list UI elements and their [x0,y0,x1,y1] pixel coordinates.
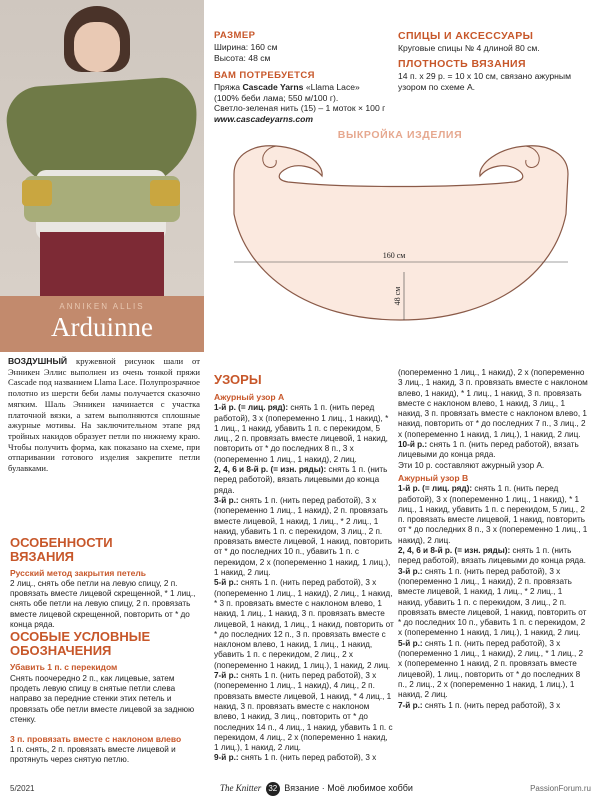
size-height: Высота: 48 см [214,52,271,63]
row-label: 5-й р.: [398,638,423,648]
symbols-sub2: 3 п. провязать вместе с наклоном влево [10,734,182,744]
materials-label: ВАМ ПОТРЕБУЕТСЯ [214,70,315,81]
pattern-row [214,753,394,763]
row-instructions: снять 1 п. (нить перед работой), 3 х (попеременно 1 лиц., 1 накид), * 1 лиц., 1 накид, убавить 1 п. с перекидом, 5 лиц., 2 п. провязать вместе лицевой, 1 накид, повторить от * до последних 8 п., 3 х (попеременно 1 лиц., 1 накид), 2 лиц. [214,403,389,464]
pattern-heading: Ажурный узор А [214,392,285,402]
pattern-row [398,461,588,471]
symbols-title-line1: ОСОБЫЕ УСЛОВНЫЕ [10,629,151,644]
designer-name: ANNIKEN ALLIS [59,302,145,311]
row-instructions: снять 1 п. (нить перед работой), 3 х (попеременно 1 лиц., 1 накид), 2 п. провязать вместе лицевой, 1 накид, 1 лиц., * 2 лиц., 1 накид, убавить 1 п. с перекидом, 3 лиц., 2 п. провязать вместе лицевой, 1 накид, повторить от * до последних 10 п., убавить 1 п. с перекидом, 2 х (попеременно 1 накид, 1 лиц.), 1 накид, 2 лиц. [214,495,393,578]
pattern-row [214,465,394,496]
symbols-text1: Снять поочередно 2 п., как лицевые, затем продеть левую спицу в снятые петли слева направо за передние стенки этих петель и провязать обе петли вместе лицевой за заднюю стенку. [10,674,195,724]
pattern-row [398,440,588,461]
patterns-column-1 [214,390,394,764]
row-instructions: снять 1 п. (нить перед работой), 3 х (попеременно 1 лиц., 1 накид), 2 п. провязать вместе лицевой, 1 накид, 1 лиц., * 2 лиц., 1 накид, убавить 1 п. с перекидом, 3 лиц., 2 п. провязать вместе лицевой, 1 накид, повторить от * до последних 10 п., убавить 1 п. с перекидом, 2 х (попеременно 1 накид, 1 лиц.), 1 накид, 2 лиц. [398,566,587,638]
row-label: 3-й р.: [214,495,239,505]
source-watermark: PassionForum.ru [530,784,591,793]
row-label: 10-й р.: [398,440,428,450]
intro-lead: ВОЗДУШНЫЙ [8,356,68,366]
diagram-title: ВЫКРОЙКА ИЗДЕЛИЯ [337,129,463,141]
pattern-row [214,496,394,578]
row-label: 2, 4, 6 и 8-й р. (= изн. ряды): [398,546,511,556]
features-title-line1: ОСОБЕННОСТИ [10,535,113,550]
size-info [214,42,278,63]
face-shape [74,22,120,72]
features-text: 2 лиц., снять обе петли на левую спицу, 2 п. провязать вместе лицевой скрещенной, * 1 лиц., снять обе петли на левую спицу, 2 п. провязать вместе лицевой скрещенной, повторить от * до конца ряда. [10,579,196,629]
issue-number: 5/2021 [10,784,35,793]
materials-brand: Cascade Yarns [242,82,304,92]
pattern-row [214,578,394,671]
pattern-row [398,484,588,546]
symbols-title-line2: ОБОЗНАЧЕНИЯ [10,643,112,658]
row-instructions: снять 1 п. (нить перед работой), 3 х (попеременно 1 лиц., 1 накид), 4 лиц., 2 п. провязать вместе лицевой, 1 накид, * 4 лиц., 1 накид, 3 п. провязать вместе с наклоном влево, 1 накид, 3 лиц., повторить от * до последних 14 п., 4 лиц., 1 накид, убавить 1 п. с перекидом, 4 лиц., 2 х (попеременно 1 накид, 1 лиц.), 1 накид, 2 лиц. [214,671,393,753]
gauge-text: 14 п. х 29 р. = 10 х 10 см, связано ажурным узором по схеме А. [398,71,572,92]
pattern-row [398,701,588,711]
model-photo [0,0,204,296]
size-width: Ширина: 160 см [214,42,278,52]
row-instructions: снять 1 п. (нить перед работой), 3 х [238,753,377,763]
skirt-shape [40,232,164,296]
row-label: 1-й р. (= лиц. ряд): [398,484,473,494]
features-title [10,536,113,564]
magazine-name: The Knitter [220,783,262,793]
row-label: 7-й р.: [214,671,239,681]
row-instructions: снять 1 п. (нить перед работой), 3 х [422,700,561,710]
row-label: 1-й р. (= лиц. ряд): [214,403,289,413]
pattern-row [214,671,394,753]
size-label: РАЗМЕР [214,30,256,41]
pattern-row [398,567,588,639]
page-number: 32 [266,782,280,796]
gauge-label: ПЛОТНОСТЬ ВЯЗАНИЯ [398,58,526,70]
row-instructions: снять 1 п. (нить перед работой), вязать лицевыми до конца ряда. [398,546,586,566]
height-label: 48 см [393,286,402,306]
pattern-row [398,546,588,567]
row-label: 3-й р.: [398,566,423,576]
row-instructions: снять 1 п. (нить перед работой), вязать лицевыми до конца ряда. [398,440,579,460]
features-subtitle: Русский метод закрытия петель [10,568,147,578]
pattern-heading: Ажурный узор В [398,472,469,483]
materials-line2: (100% беби лама; 550 м/100 г). [214,92,339,103]
row-instructions: снять 1 п. (нить перед работой), 3 х (попеременно 1 лиц., 1 накид), * 1 лиц., 1 накид, убавить 1 п. с перекидом, 5 лиц., 2 п. провязать вместе лицевой, 1 накид, повторить от * до последних 8 п., 3 х (попеременно 1 лиц., 1 накид), 2 лиц. [398,484,588,545]
symbols-text2: 1 п. снять, 2 п. провязать вместе лицевой и протянуть через снятую петлю. [10,745,176,765]
materials-line1-pre: Пряжа [214,82,243,92]
right-cuff [150,180,180,206]
website-link-1[interactable]: www.cascadeyarns.com [214,113,314,124]
symbols-title [10,630,150,658]
row-instructions: (попеременно 1 лиц., 1 накид), 2 х (попеременно 3 лиц., 1 накид, 3 п. провязать вместе с наклоном влево, 1 накид), * 1 лиц., 1 накид, 3 п. провязать вместе с наклоном влево, 1 накид, 3 лиц., 1 накид, 3 п. провязать вместе с наклоном влево, 1 накид, повторить от * до последних 7 п., 3 лиц., 2 х (попеременно 1 накид, 1 лиц.), 1 накид, 2 лиц. [398,368,588,439]
pattern-title: Arduinne [51,312,153,342]
features-title-line2: ВЯЗАНИЯ [10,549,75,564]
needles-label: СПИЦЫ И АКСЕССУАРЫ [398,30,534,42]
intro-text: кружевной рисунок шали от Энникен Эллис выполнен из очень тонкой пряжи Cascade под названием Llama Lace. Полупрозрачное полотно из шерсти беби ламы получается сказочно мягким. Шаль Энникен начинается с участка платочной вязки, а затем выполняются сплошные ажурные мотивы. На заключительном этапе ряд тройных накидов образует петли по нижнему краю. Чтобы получить форма, как показано на схеме, при отпаривании готового изделия закрепите петли булавками. [8,356,200,474]
row-label: 2, 4, 6 и 8-й р. (= изн. ряды): [214,465,327,475]
patterns-column-2 [398,368,588,711]
row-instructions: Эти 10 р. составляют ажурный узор А. [398,460,545,470]
row-label: 7-й р.: [398,700,423,710]
patterns-title: УЗОРЫ [214,372,262,387]
row-label: 9-й р.: [214,753,239,763]
title-band [0,296,204,352]
row-instructions: снять 1 п. (нить перед работой), 3 х (попеременно 1 лиц., 1 накид), 2 лиц., 1 накид, * 3 п. провязать вместе с наклоном влево, 1 накид, 1 лиц., 1 накид, 3 п. провязать вместе лицевой, 1 накид, 1 лиц., 1 накид, повторить от * до последних 12 п., 3 п. провязать вместе с наклоном влево, 1 накид, 1 лиц., 1 накид, убавить 1 п. с перекидом, 2 лиц., 2 х (попеременно 1 накид, 1 лиц.), 1 накид, 2 лиц. [214,578,394,670]
pattern-row [398,368,588,440]
row-instructions: снять 1 п. (нить перед работой), вязать лицевыми до конца ряда. [214,465,388,495]
left-cuff [22,180,52,206]
needles-text: Круговые спицы № 4 длиной 80 см. [398,43,540,53]
pattern-row [214,403,394,465]
footer-center [220,782,413,796]
intro-paragraph [8,356,200,474]
row-instructions: снять 1 п. (нить перед работой), 3 х (попеременно 1 лиц., 1 накид), 2 лиц., * 1 лиц., 2 х (попеременно 1 накид, 2 п. провязать вместе лицевой), 1 лиц., повторить от * до последних 8 п., 2 лиц., 2 х (попеременно 1 накид, 1 лиц.), 1 накид, 2 лиц. [398,638,584,700]
magazine-tagline: Вязание · Моё любимое хобби [284,783,413,793]
pattern-row [398,639,588,701]
materials-line3: Светло-зеленая нить (15) – 1 моток × 100 г [214,103,386,113]
row-label: 5-й р.: [214,578,239,588]
shawl-diagram [204,124,597,350]
width-label: 160 см [382,251,406,260]
symbols-sub1: Убавить 1 п. с перекидом [10,662,118,672]
materials-line1-post: «Llama Lace» [303,82,360,92]
